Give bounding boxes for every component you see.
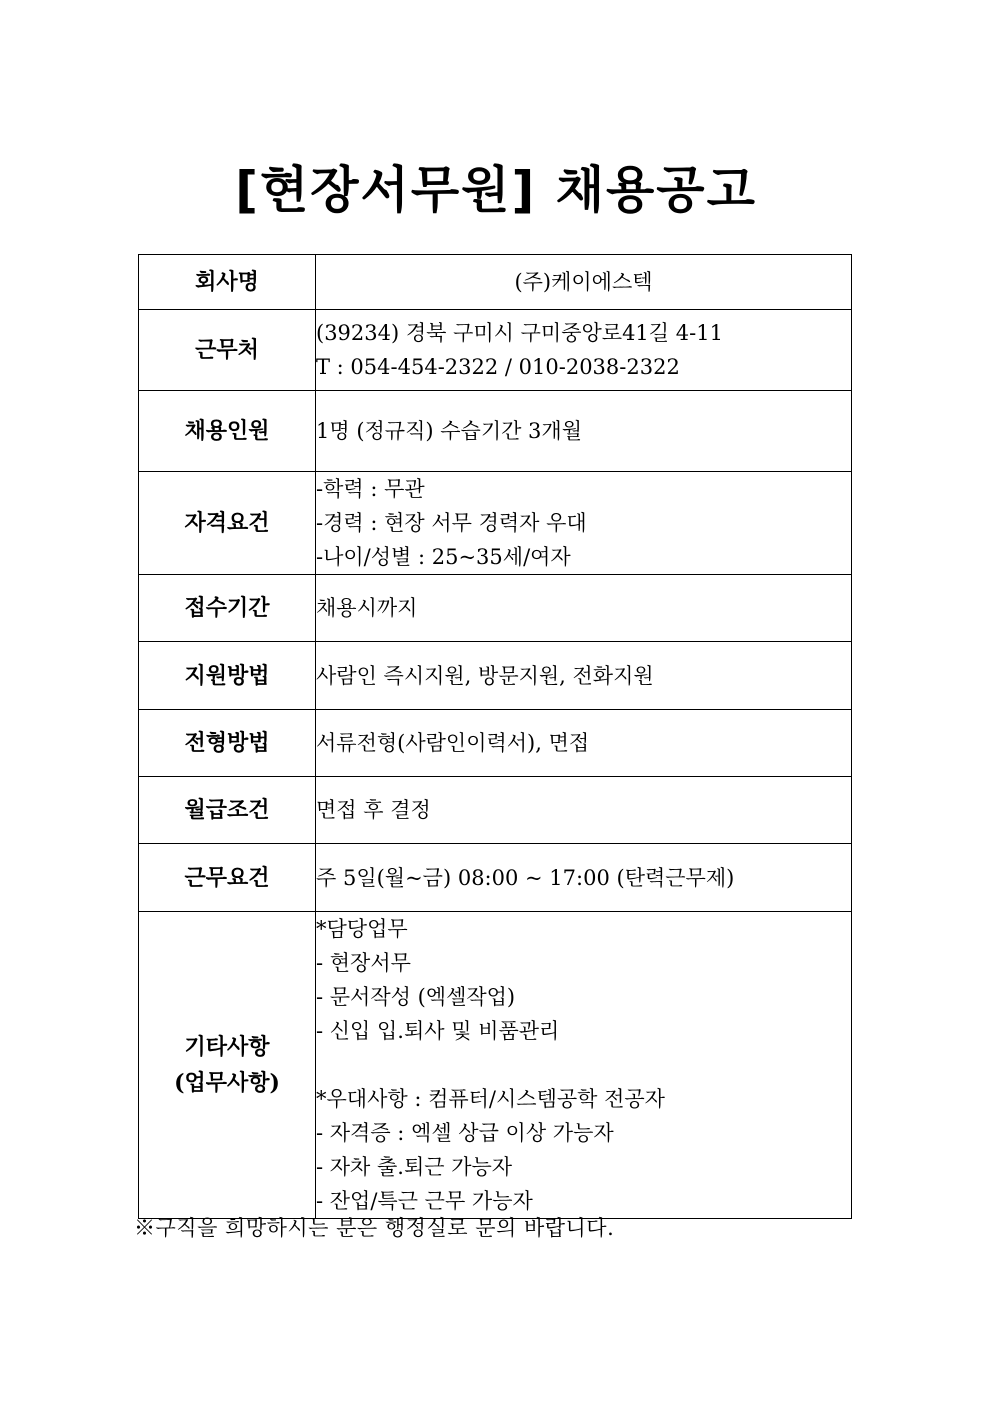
duty-item: - 현장서무 bbox=[316, 951, 411, 975]
row-other bbox=[139, 912, 852, 1219]
workplace-address: (39234) 경북 구미시 구미중앙로41길 4-11 bbox=[316, 321, 723, 345]
label-selection: 전형방법 bbox=[139, 710, 316, 777]
footer-note: ※구직을 희망하시는 분은 행정실로 문의 바랍니다. bbox=[134, 1216, 615, 1240]
value-salary: 면접 후 결정 bbox=[316, 777, 852, 844]
workplace-phone: T : 054-454-2322 / 010-2038-2322 bbox=[316, 355, 680, 379]
value-other bbox=[316, 912, 852, 1219]
preferred-item: - 자차 출.퇴근 가능자 bbox=[316, 1155, 513, 1179]
value-conditions: 주 5일(월~금) 08:00 ~ 17:00 (탄력근무제) bbox=[316, 844, 852, 912]
value-qualifications bbox=[316, 472, 852, 575]
preferred-heading: *우대사항 : 컴퓨터/시스템공학 전공자 bbox=[316, 1087, 665, 1111]
duty-item: - 신입 입.퇴사 및 비품관리 bbox=[316, 1019, 560, 1043]
label-other-line2: (업무사항) bbox=[174, 1070, 280, 1096]
preferred-item: - 자격증 : 엑셀 상급 이상 가능자 bbox=[316, 1121, 614, 1145]
label-salary: 월급조건 bbox=[139, 777, 316, 844]
row-qualifications bbox=[139, 472, 852, 575]
qualification-age-gender: -나이/성별 : 25~35세/여자 bbox=[316, 545, 571, 569]
label-apply: 지원방법 bbox=[139, 642, 316, 710]
value-headcount: 1명 (정규직) 수습기간 3개월 bbox=[316, 391, 852, 472]
qualification-education: -학력 : 무관 bbox=[316, 477, 425, 501]
label-headcount: 채용인원 bbox=[139, 391, 316, 472]
label-conditions: 근무요건 bbox=[139, 844, 316, 912]
value-period: 채용시까지 bbox=[316, 575, 852, 642]
value-apply: 사람인 즉시지원, 방문지원, 전화지원 bbox=[316, 642, 852, 710]
row-headcount bbox=[139, 391, 852, 472]
duties-heading: *담당업무 bbox=[316, 917, 408, 941]
row-company bbox=[139, 255, 852, 310]
row-conditions bbox=[139, 844, 852, 912]
value-selection: 서류전형(사람인이력서), 면접 bbox=[316, 710, 852, 777]
label-company: 회사명 bbox=[139, 255, 316, 310]
qualification-experience: -경력 : 현장 서무 경력자 우대 bbox=[316, 511, 587, 535]
spacer bbox=[316, 1048, 851, 1082]
row-salary bbox=[139, 777, 852, 844]
label-workplace: 근무처 bbox=[139, 310, 316, 391]
label-other bbox=[139, 912, 316, 1219]
job-posting-table bbox=[138, 254, 852, 1219]
value-company: (주)케이에스텍 bbox=[316, 255, 852, 310]
row-period bbox=[139, 575, 852, 642]
duty-item: - 문서작성 (엑셀작업) bbox=[316, 985, 516, 1009]
label-period: 접수기간 bbox=[139, 575, 316, 642]
row-apply bbox=[139, 642, 852, 710]
label-other-line1: 기타사항 bbox=[184, 1034, 270, 1060]
row-workplace bbox=[139, 310, 852, 391]
page-title: [현장서무원] 채용공고 bbox=[235, 161, 757, 219]
value-workplace bbox=[316, 310, 852, 391]
preferred-item: - 잔업/특근 근무 가능자 bbox=[316, 1189, 533, 1213]
row-selection bbox=[139, 710, 852, 777]
label-qualifications: 자격요건 bbox=[139, 472, 316, 575]
